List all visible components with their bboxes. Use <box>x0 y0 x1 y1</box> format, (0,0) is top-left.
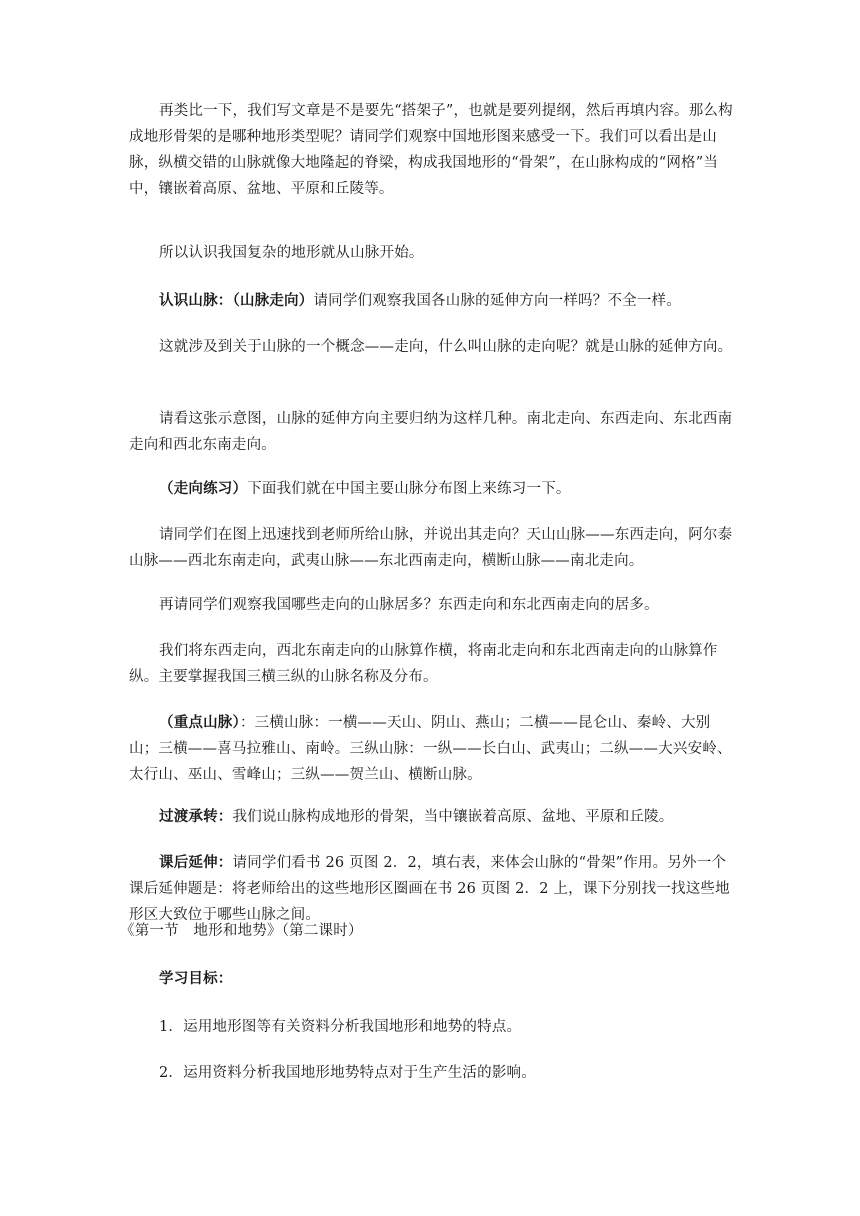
paragraph-text: 我们说山脉构成地形的骨架，当中镶嵌着高原、盆地、平原和丘陵。 <box>232 809 674 825</box>
paragraph-text: ：三横山脉：一横——天山、阴山、燕山；二横——昆仑山、秦岭、大别山；三横——喜马拉雅山、南岭。三纵山脉：一纵——长白山、武夷山；二纵——大兴安岭、太行山、巫山、雪峰山；三纵——贺兰山、横断山脉。 <box>129 715 732 783</box>
paragraph-lead: （重点山脉） <box>159 714 240 731</box>
paragraph-text: 下面我们就在中国主要山脉分布图上来练习一下。 <box>247 481 571 497</box>
paragraph-text: 请同学们观察我国各山脉的延伸方向一样吗？不全一样。 <box>313 293 681 309</box>
section-title: 《第一节 地形和地势》（第二课时） <box>120 923 363 939</box>
paragraph-text: 这就涉及到关于山脉的一个概念——走向，什么叫山脉的走向呢？就是山脉的延伸方向。 <box>159 339 733 355</box>
learning-objectives-heading <box>129 966 739 992</box>
paragraph-text: 2．运用资料分析我国地形地势特点对于生产生活的影响。 <box>159 1065 536 1081</box>
paragraph-trend-practice <box>129 476 739 502</box>
paragraph-extension <box>129 850 739 928</box>
paragraph-text: 所以认识我国复杂的地形就从山脉开始。 <box>159 245 424 261</box>
paragraph-text: 再类比一下，我们写文章是不是要先“搭架子”，也就是要列提纲，然后再填内容。那么构成地形骨架的是哪种地形类型呢？请同学们观察中国地形图来感受一下。我们可以看出是山脉，纵横交错的山脉就像大地隆起的脊梁，构成我国地形的“骨架”，在山脉构成的“网格”当中，镶嵌着高原、盆地、平原和丘陵等。 <box>129 103 733 197</box>
paragraph-trend-types <box>129 406 739 458</box>
section-heading <box>120 918 730 944</box>
objective-item-2 <box>129 1060 739 1086</box>
paragraph-find-mountains <box>129 522 739 574</box>
paragraph-start-with-mountains <box>129 240 739 266</box>
paragraph-lead: （走向练习） <box>159 480 248 497</box>
paragraph-key-mountains <box>129 710 739 788</box>
paragraph-text: 请同学们看书 26 页图 2．2，填右表，来体会山脉的“骨架”作用。另外一个课后延伸题是：将老师给出的这些地形区圈画在书 26 页图 2．2 上，课下分别找一找这些地形区大致位于哪些山脉之间。 <box>129 855 730 923</box>
paragraph-lead: 课后延伸： <box>159 854 233 871</box>
objective-item-1 <box>129 1014 739 1040</box>
paragraph-text: 1．运用地形图等有关资料分析我国地形和地势的特点。 <box>159 1019 522 1035</box>
paragraph-lead: 学习目标： <box>159 970 233 987</box>
paragraph-skeleton-analogy <box>129 98 739 202</box>
paragraph-text: 我们将东西走向，西北东南走向的山脉算作横，将南北走向和东北西南走向的山脉算作纵。主要掌握我国三横三纵的山脉名称及分布。 <box>129 643 718 685</box>
paragraph-horizontal-vertical <box>129 638 739 690</box>
paragraph-transition <box>129 804 739 830</box>
paragraph-lead: 过渡承转： <box>159 808 233 825</box>
paragraph-text: 再请同学们观察我国哪些走向的山脉居多？东西走向和东北西南走向的居多。 <box>159 597 659 613</box>
paragraph-lead: 认识山脉：（山脉走向） <box>159 292 314 309</box>
paragraph-text: 请同学们在图上迅速找到老师所给山脉，并说出其走向？天山山脉——东西走向，阿尔泰山脉——西北东南走向，武夷山脉——东北西南走向，横断山脉——南北走向。 <box>129 527 733 569</box>
paragraph-text: 请看这张示意图，山脉的延伸方向主要归纳为这样几种。南北走向、东西走向、东北西南走向和西北东南走向。 <box>129 411 733 453</box>
paragraph-know-mountains <box>129 288 739 314</box>
paragraph-most-trends <box>129 592 739 618</box>
paragraph-trend-concept <box>129 334 739 360</box>
